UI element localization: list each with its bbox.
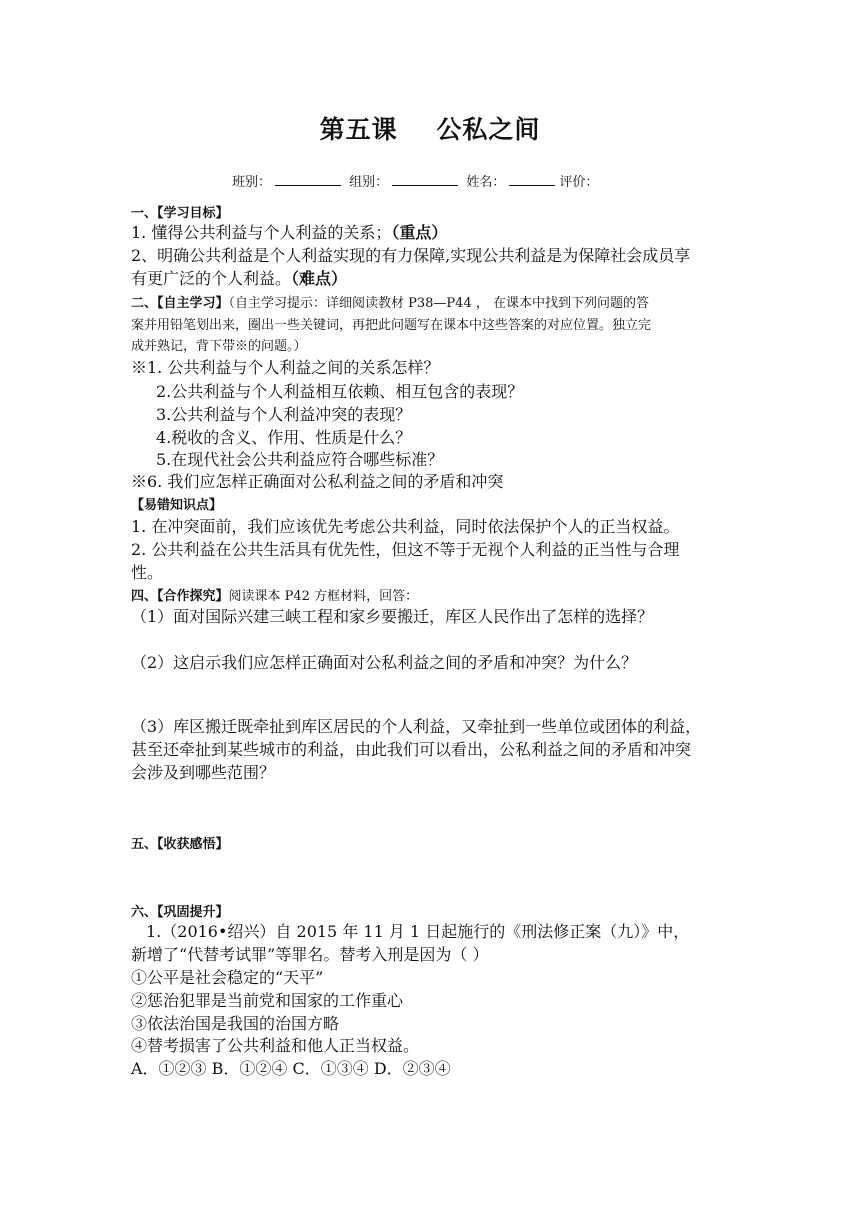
section-heading-reflection: 五、【收获感悟】 <box>131 837 229 852</box>
inquiry-question-3-line-2: 甚至还牵扯到某些城市的利益，由此我们可以看出，公私利益之间的矛盾和冲突 <box>131 740 692 759</box>
question-5: 5.在现代社会公共利益应符合哪些标准？ <box>156 450 444 469</box>
self-study-line-1 <box>131 292 649 311</box>
self-study-hint-2: 案并用铅笔划出来，圈出一些关键词，再把此问题写在课本中这些答案的对应位置。独立完 <box>131 318 652 333</box>
section-heading-cooperative: 四、【合作探究】 <box>131 589 229 604</box>
self-study-hint-3: 成并熟记，背下带※的问题。） <box>131 339 307 354</box>
class-blank <box>275 173 341 186</box>
goal-1-tag: （重点） <box>391 223 448 242</box>
name-label: 姓名： <box>466 175 506 190</box>
page-title: 第五课 公私之间 <box>319 115 541 144</box>
goal-2-line-2 <box>131 266 347 289</box>
goal-2-tag: （难点） <box>291 269 348 288</box>
goal-2-text: 有更广泛的个人利益。 <box>131 269 292 288</box>
exercise-option-2: ②惩治犯罪是当前党和国家的工作重心 <box>131 991 404 1010</box>
inquiry-question-3-line-1: （3）库区搬迁既牵扯到库区居民的个人利益，又牵扯到一些单位或团体的利益， <box>131 717 702 736</box>
question-1: ※1. 公共利益与个人利益之间的关系怎样？ <box>131 358 440 377</box>
group-label: 组别： <box>349 175 389 190</box>
question-3: 3.公共利益与个人利益冲突的表现？ <box>156 405 412 424</box>
error-point-2-line-2: 性。 <box>131 563 164 582</box>
goal-1 <box>131 220 447 243</box>
inquiry-question-2: （2）这启示我们应怎样正确面对公私利益之间的矛盾和冲突？为什么？ <box>131 653 638 672</box>
goal-1-text: 1. 懂得公共利益与个人利益的关系； <box>131 223 392 242</box>
question-4: 4.税收的含义、作用、性质是什么？ <box>156 428 412 447</box>
error-point-2-line-1: 2. 公共利益在公共生活具有优先性，但这不等于无视个人利益的正当性与合理 <box>131 540 680 559</box>
error-point-1: 1. 在冲突面前，我们应该优先考虑公共利益，同时依法保护个人的正当权益。 <box>131 517 680 536</box>
cooperative-intro: 阅读课本 P42 方框材料，回答： <box>228 589 419 604</box>
cooperative-inquiry-line <box>131 585 418 604</box>
exercise-answer-choices: A．①②③ B．①②④ C．①③④ D．②③④ <box>131 1059 451 1078</box>
question-2: 2.公共利益与个人利益相互依赖、相互包含的表现？ <box>156 382 524 401</box>
section-heading-self-study: 二、【自主学习】 <box>131 296 229 311</box>
inquiry-question-1: （1）面对国际兴建三峡工程和家乡要搬迁，库区人民作出了怎样的选择？ <box>131 607 654 626</box>
section-heading-goals: 一、【学习目标】 <box>131 206 229 221</box>
goal-2-line-1: 2、明确公共利益是个人利益实现的有力保障,实现公共利益是为保障社会成员享 <box>131 246 691 265</box>
self-study-hint-1: （自主学习提示：详细阅读教材 P38—P44 ， 在课本中找到下列问题的答 <box>228 296 649 311</box>
exercise-option-4: ④替考损害了公共利益和他人正当权益。 <box>131 1036 420 1055</box>
group-blank <box>392 173 458 186</box>
eval-label: 评价： <box>559 175 599 190</box>
class-label: 班别： <box>232 175 272 190</box>
exercise-option-1: ①公平是社会稳定的“天平” <box>131 968 324 987</box>
student-info-row <box>232 171 598 190</box>
section-heading-error-points: 【易错知识点】 <box>131 498 223 513</box>
section-heading-consolidation: 六、【巩固提升】 <box>131 905 229 920</box>
inquiry-question-3-line-3: 会涉及到哪些范围？ <box>131 763 276 782</box>
name-blank <box>509 173 555 186</box>
exercise-stem-line-1: 1.（2016•绍兴）自 2015 年 11 月 1 日起施行的《刑法修正案（九）》中， <box>146 922 690 941</box>
exercise-stem-line-2: 新增了“代替考试罪”等罪名。替考入刑是因为（ ） <box>131 945 489 964</box>
exercise-option-3: ③依法治国是我国的治国方略 <box>131 1014 340 1033</box>
question-6: ※6. 我们应怎样正确面对公私利益之间的矛盾和冲突 <box>131 472 504 491</box>
